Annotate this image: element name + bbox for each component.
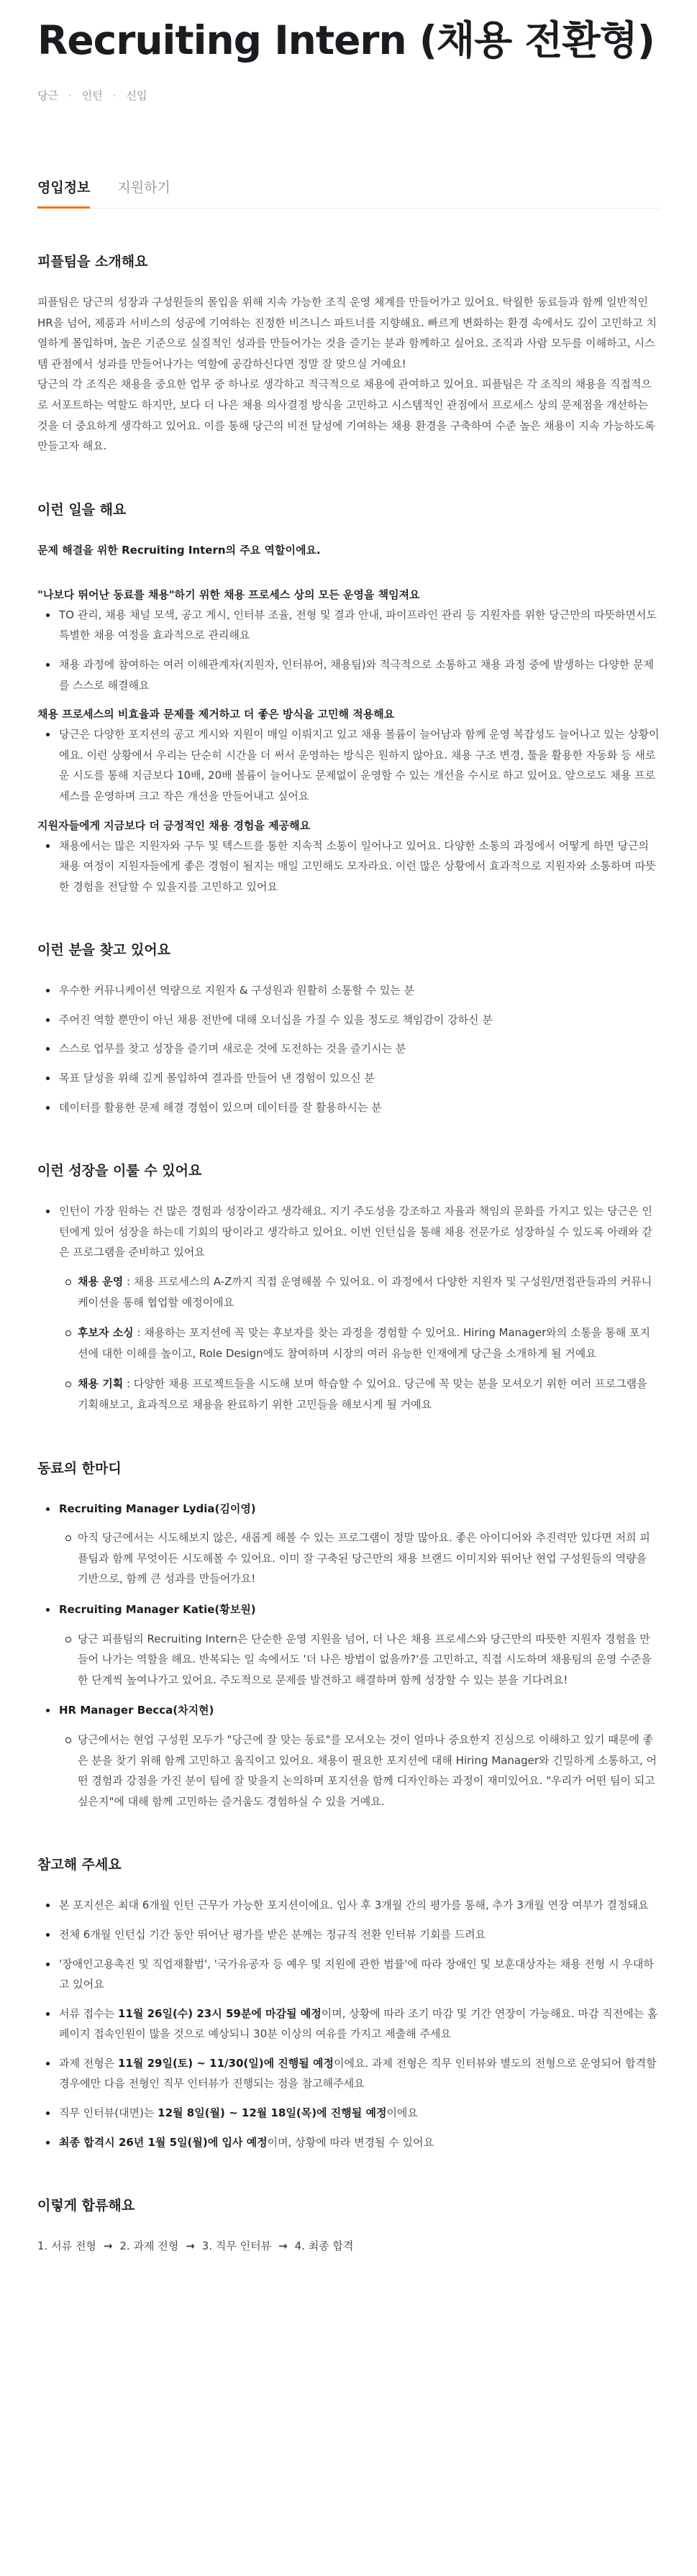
colleague-name: HR Manager Becca(차지현) — [59, 1704, 214, 1717]
section-heading: 동료의 한마디 — [37, 1460, 122, 1476]
note-highlight: 최종 합격시 26년 1월 5일(월)에 입사 예정 — [59, 2135, 268, 2149]
note-text: 이며, 상황에 따라 조기 마감 및 기간 연장이 가능해요. 마감 직전에는 홈페이지 접속인원이 많을 것으로 예상되니 30분 이상의 여유를 가지고 제출해 주세요 — [59, 2006, 658, 2041]
duty-group-title: "나보다 뛰어난 동료를 채용"하기 위한 채용 프로세스 상의 모든 운영을 책임져요 — [37, 588, 420, 601]
colleague-name: Recruiting Manager Lydia(김이영) — [59, 1502, 256, 1515]
program-label: 채용 기획 — [78, 1377, 124, 1391]
meta-separator: · — [112, 88, 117, 102]
list-item — [37, 2103, 660, 2124]
section-growth — [37, 1161, 660, 1415]
list-item: 채용 과정에 참여하는 여러 이해관계자(지원자, 인터뷰어, 채용팀)와 적극적으로 소통하고 채용 과정 중에 발생하는 다양한 문제를 스스로 해결해요 — [37, 654, 660, 695]
list-item: 데이터를 활용한 문제 해결 경험이 있으며 데이터를 잘 활용하시는 분 — [37, 1097, 660, 1118]
note-text: 과제 전형은 — [59, 2056, 118, 2070]
list-item — [37, 2004, 660, 2045]
process-step: 4. 최종 합격 — [294, 2239, 354, 2253]
section-heading: 참고해 주세요 — [37, 1857, 122, 1873]
page-title: Recruiting Intern (채용 전환형) — [37, 17, 655, 63]
duty-group — [37, 585, 660, 695]
note-text: 이며, 상황에 따라 변경될 수 있어요 — [267, 2135, 434, 2149]
growth-intro: 인턴이 가장 원하는 건 많은 경험과 성장이라고 생각해요. 지기 주도성을 강조하고 자율과 책임의 문화를 가지고 있는 당근은 인턴에게 있어 성장을 하는데 기회의 땅이라고 생각하고 있어요. 이번 인턴십을 통해 채용 전문가로 성장하실 수 있도록 아래와 같은 프로그램을 준비하고 있어요 — [59, 1205, 652, 1259]
program-label: 채용 운영 — [78, 1275, 124, 1289]
program-text: : 채용 프로세스의 A-Z까지 직접 운영해볼 수 있어요. 이 과정에서 다양한 지원자 및 구성원/면접관들과의 커뮤니케이션을 통해 협업할 예정이에요 — [78, 1275, 652, 1309]
duty-group — [37, 816, 660, 898]
list-item: 목표 달성을 위해 깊게 몰입하여 결과를 만들어 낸 경험이 있으신 분 — [37, 1068, 660, 1089]
list-item — [37, 1954, 660, 1995]
note-text: 본 포지션은 최대 6개월 인턴 근무가 가능한 포지션이에요. 입사 후 3개월 간의 평가를 통해, 추가 3개월 연장 여부가 결정돼요 — [59, 1899, 649, 1912]
note-text: 직무 인터뷰(대면)는 — [59, 2106, 158, 2120]
list-item — [59, 1271, 660, 1312]
note-text: '장애인고용촉진 및 직업재활법', '국가유공자 등 예우 및 지원에 관한 법률'에 따라 장애인 및 보훈대상자는 채용 전형 시 우대하고 있어요 — [59, 1957, 654, 1991]
note-text: 이에요 — [386, 2106, 418, 2120]
growth-list — [37, 1201, 660, 1415]
notes-list — [37, 1895, 660, 2152]
list-item: 채용에서는 많은 지원자와 구두 및 텍스트를 통한 지속적 소통이 일어나고 있어요. 다양한 소통의 과정에서 어떻게 하면 당근의 채용 여정이 지원자들에게 좋은 경험이 될지는 매일 고민해도 모자라요. 이런 많은 상황에서 효과적으로 지원자와 소통하며 따뜻한 경험을 전달할 수 있을지를 고민하고 있어요 — [37, 836, 660, 898]
section-heading: 이런 성장을 이룰 수 있어요 — [37, 1163, 202, 1179]
note-highlight: 12월 8일(월) ~ 12월 18일(목)에 진행될 예정 — [158, 2106, 387, 2120]
intro-paragraph: 피플팀은 당근의 성장과 구성원들의 몰입을 위해 지속 가능한 조직 운영 체계를 만들어가고 있어요. 탁월한 동료들과 함께 일반적인 HR을 넘어, 제품과 서비스의 성공에 기여하는 진정한 비즈니스 파트너를 지향해요. 빠르게 변화하는 환경 속에서도 깊이 고민하고 치열하게 몰입하며, 높은 기준으로 실질적인 성과를 만들어가는 것을 즐기는 분과 함께하고 싶어요. 조직과 사람 모두를 이해하고, 시스템 관점에서 성과를 만들어나가는 역할에 공감하신다면 정말 잘 맞으실 거예요! — [37, 296, 657, 370]
section-heading: 이런 분을 찾고 있어요 — [37, 942, 171, 959]
list-item — [59, 1374, 660, 1415]
colleague-quote: 당근 피플팀의 Recruiting Intern은 단순한 운영 지원을 넘어, 더 나은 채용 프로세스와 당근만의 따뜻한 지원자 경험을 만들어 나가는 역할을 해요. 반복되는 일 속에서도 '더 나은 방법이 없을까?'를 고민하고, 직접 시도하며 채용팀의 운영 수준을 한 단계씩 높여나가고 있어요. 주도적으로 문제를 발견하고 해결하며 함께 성장할 수 있는 분을 기다려요! — [59, 1629, 660, 1691]
duty-list — [37, 724, 660, 806]
process-step: 1. 서류 전형 — [37, 2239, 96, 2253]
job-meta — [37, 88, 660, 103]
duty-group — [37, 704, 660, 806]
note-text: 이에요. 과제 전형은 직무 인터뷰와 별도의 전형으로 운영되어 합격할 경우에만 다음 전형인 직무 인터뷰가 진행되는 점을 참고해주세요 — [59, 2056, 657, 2091]
qualification-list — [37, 980, 660, 1118]
quote-list — [37, 1499, 660, 1812]
list-item — [37, 2132, 660, 2153]
process-step: 3. 직무 인터뷰 — [201, 2239, 272, 2253]
section-qualifications — [37, 940, 660, 1118]
tab-bar — [37, 177, 660, 209]
list-item: 당근은 다양한 포지션의 공고 게시와 지원이 매일 이뤄지고 있고 채용 볼륨이 늘어남과 함께 운영 복잡성도 늘어나고 있는 상황이에요. 이런 상황에서 우리는 단순히 시간을 더 써서 운영하는 방식은 원하지 않아요. 채용 구조 변경, 툴을 활용한 자동화 등 새로운 시도를 통해 지금보다 10배, 20배 볼륨이 늘어나도 문제없이 운영할 수 있는 개선을 수시로 하고 있어요. 앞으로도 채용 프로세스를 운영하며 크고 작은 개선을 만들어내고 싶어요 — [37, 724, 660, 806]
program-text: : 채용하는 포지션에 꼭 맞는 후보자를 찾는 과정을 경험할 수 있어요. Hiring Manager와의 소통을 통해 포지션에 대한 이해를 높이고, Role Design에도 참여하며 시장의 여러 유능한 인재에게 당근을 소개하게 될 거예요 — [78, 1326, 651, 1360]
section-heading: 이렇게 합류해요 — [37, 2198, 135, 2214]
tab-apply[interactable]: 지원하기 — [117, 180, 170, 196]
tab-job-info[interactable]: 영입정보 — [37, 177, 90, 209]
list-item — [59, 1323, 660, 1364]
quote-sublist — [59, 1527, 660, 1589]
meta-separator: · — [68, 88, 72, 102]
duty-list — [37, 605, 660, 695]
note-highlight: 11월 26일(수) 23시 59분에 마감될 예정 — [118, 2006, 322, 2020]
note-highlight: 11월 29일(토) ~ 11/30(일)에 진행될 예정 — [118, 2056, 334, 2070]
duties-intro: 문제 해결을 위한 Recruiting Intern의 주요 역할이에요. — [37, 543, 321, 557]
section-notes — [37, 1855, 660, 2152]
list-item: 주어진 역할 뿐만이 아닌 채용 전반에 대해 오너십을 가질 수 있을 정도로 책임감이 강하신 분 — [37, 1010, 660, 1031]
list-item: 우수한 커뮤니케이션 역량으로 지원자 & 구성원과 원활히 소통할 수 있는 분 — [37, 980, 660, 1001]
list-item — [37, 1924, 660, 1945]
process-step: 2. 과제 전형 — [119, 2239, 179, 2253]
note-text: 전체 6개월 인턴십 기간 동안 뛰어난 평가를 받은 분께는 정규직 전환 인터뷰 기회를 드려요 — [59, 1927, 486, 1941]
list-item — [37, 2053, 660, 2094]
colleague-quote: 당근에서는 현업 구성원 모두가 "당근에 잘 맞는 동료"를 모셔오는 것이 얼마나 중요한지 진심으로 이해하고 있기 때문에 좋은 분을 찾기 위해 함께 고민하고 움직이고 있어요. 채용이 필요한 포지션에 대해 Hiring Manager와 긴밀하게 소통하고, 어떤 경험과 강점을 가진 분이 팀에 잘 맞을지 논의하며 포지션을 함께 디자인하는 과정이 재미있어요. "우리가 어떤 팀이 되고 싶은지"에 대해 함께 고민하는 즐거움도 경험하실 수 있을 거예요. — [59, 1730, 660, 1812]
arrow-right-icon: → — [103, 2239, 113, 2253]
intro-paragraph: 당근의 각 조직은 채용을 중요한 업무 중 하나로 생각하고 적극적으로 채용에 관여하고 있어요. 피플팀은 각 조직의 채용을 직접적으로 서포트하는 역할도 하지만, 보다 더 나은 채용 의사결정 방식을 고민하고 시스템적인 관점에서 프로세스 상의 문제점을 개선하는 것을 더 중요하게 생각하고 있어요. 이를 통해 당근의 비전 달성에 기여하는 채용 환경을 구축하여 수준 높은 채용이 지속 가능하도록 만들고자 해요. — [37, 378, 655, 453]
list-item: 스스로 업무를 찾고 성장을 즐기며 새로운 것에 도전하는 것을 즐기시는 분 — [37, 1038, 660, 1059]
quote-sublist — [59, 1730, 660, 1812]
program-label: 후보자 소싱 — [78, 1326, 134, 1340]
section-team-intro — [37, 252, 660, 457]
program-text: : 다양한 채용 프로젝트들을 시도해 보며 학습할 수 있어요. 당근에 꼭 맞는 분을 모셔오기 위한 여러 프로그램을 기획해보고, 효과적으로 채용을 완료하기 위한 고민들을 해보시게 될 거예요 — [78, 1377, 647, 1411]
section-process — [37, 2196, 660, 2256]
section-heading: 이런 일을 해요 — [37, 501, 127, 518]
duty-group-title: 채용 프로세스의 비효율과 문제를 제거하고 더 좋은 방식을 고민해 적용해요 — [37, 708, 395, 721]
section-colleague-quotes — [37, 1458, 660, 1812]
list-item — [37, 1700, 660, 1812]
meta-employment-type: 인턴 — [81, 89, 103, 102]
note-text: 서류 접수는 — [59, 2006, 118, 2020]
meta-company: 당근 — [37, 89, 58, 102]
section-heading: 피플팀을 소개해요 — [37, 254, 148, 270]
duty-list — [37, 836, 660, 898]
list-item — [37, 1201, 660, 1415]
list-item: TO 관리, 채용 채널 모색, 공고 게시, 인터뷰 조율, 전형 및 결과 안내, 파이프라인 관리 등 지원자를 위한 당근만의 따뜻하면서도 특별한 채용 여정을 효과적으로 관리해요 — [37, 605, 660, 646]
list-item — [37, 1895, 660, 1916]
process-steps — [37, 2236, 660, 2256]
section-duties — [37, 500, 660, 898]
arrow-right-icon: → — [186, 2239, 195, 2253]
quote-sublist — [59, 1629, 660, 1691]
duty-group-title: 지원자들에게 지금보다 더 긍정적인 채용 경험을 제공해요 — [37, 818, 311, 832]
meta-career-level: 신입 — [126, 89, 147, 102]
growth-program-list — [59, 1271, 660, 1415]
list-item — [37, 1499, 660, 1589]
list-item — [37, 1599, 660, 1690]
colleague-quote: 아직 당근에서는 시도해보지 않은, 새롭게 해볼 수 있는 프로그램이 정말 많아요. 좋은 아이디어와 추진력만 있다면 저희 피플팀과 함께 무엇이든 시도해볼 수 있어요. 이미 잘 구축된 당근만의 채용 브랜드 이미지와 뛰어난 현업 구성원들의 역량을 기반으로, 함께 큰 성과를 만들어가요! — [59, 1527, 660, 1589]
arrow-right-icon: → — [278, 2239, 288, 2253]
colleague-name: Recruiting Manager Katie(황보원) — [59, 1602, 256, 1616]
